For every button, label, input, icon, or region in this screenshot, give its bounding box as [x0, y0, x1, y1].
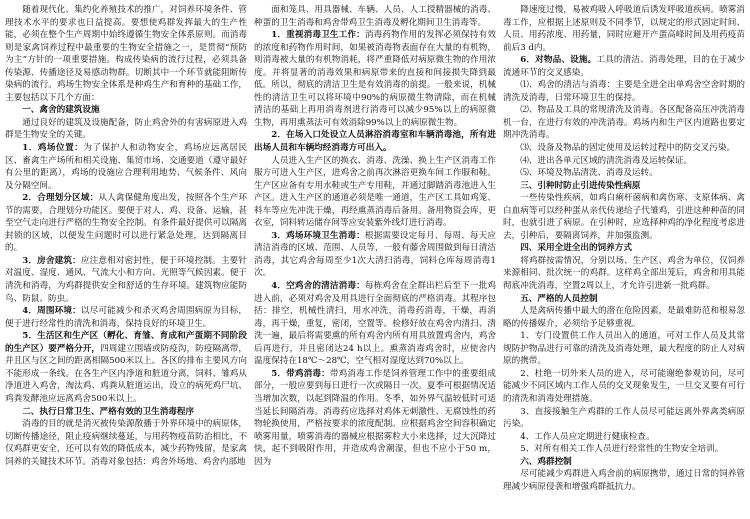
body-paragraph: ⑸、环境及物品清洗、消毒及运转。 [520, 168, 658, 179]
subsection-heading: 4．周围环境： [22, 306, 81, 317]
paragraph-text: 带鸡消毒工作是饲养管理工作中的重要组成部分，一般应要到每日进行一次或隔日一次。夏季可根据情况适当增加次数，以起到降温的作用。冬季，如外界气温较低时可适当延长间隔消毒。消毒药应选择对鸡体无刺激性、无腐蚀性的药物轮换使用，严格按要求的浓度配制。应根据鸡舍空间容积确定喷雾用量，喷雾消毒的器械应根据雾粒大小来选择，过大沉降过快，起不到吸附作用，并造成鸡舍潮湿，但也不应小于50 m，因为 [254, 368, 496, 467]
section-heading: 2．在场入口处设立人员淋浴消毒室和车辆消毒池，所有进出场人员和车辆均经消毒方可出入。 [254, 130, 496, 154]
paragraph-text: 工具的清洁、消毒处理，目的在于减少流通环节的交叉感染。 [503, 55, 745, 78]
body-paragraph: 5、对所有相关工作人员进行经常性的生物安全培训。 [520, 444, 724, 455]
paragraph-text: 消毒药物作用的发挥必须保持有效的浓度和药物作用时间，如果被消毒物表面存在大量的有机物，则消毒被大量的有机物消耗，将严重降低对病原微生物的作用浓度。并将显著的消毒效果和病原带来的直接和间接损失降到最低。所以，彻底的清洁卫生是有效消毒的前提。一般来说，机械性的清洁卫生可以将环境中90%的病原微生物清除，而在机械清洁的基础上再用消毒剂进行消毒可以减少95%以上的病原微生物，再用熏蒸法可有效消除99%以上的病原微生物。 [254, 30, 496, 128]
section-heading: 六、鸡群控制 [520, 456, 572, 467]
body-paragraph: ⑴、鸡舍的清洁与消毒：主要是全进全出单鸡舍空舍时期的清洗及消毒，日常环境卫生的保持。 [503, 80, 745, 103]
body-paragraph: ⑷、进出各单元区域的清洗消毒及运转保证。 [520, 155, 693, 166]
subsection-paragraph [5, 192, 247, 255]
subsection-heading: 3．房舍建筑： [22, 255, 81, 266]
subsection-paragraph [5, 305, 247, 330]
text-column-left [5, 4, 247, 517]
section-heading: 五、严格的人员控制 [520, 293, 598, 304]
body-paragraph: 将鸡群按需情况，分别以场、生产区、鸡舍为单位，仅饲养来源相同、批次统一的鸡群。这样鸡全部出笼后，鸡舍和用具能彻底冲洗消毒，空置2周以上，才允许引进新一批鸡群。 [503, 255, 745, 292]
subsection-paragraph [5, 330, 247, 405]
subsection-heading: 1．重视消毒卫生工作： [271, 30, 365, 41]
paragraph-text: 四周建立围墙或防疫沟，防疫隔离带，并且区与区之间的距离相隔500米以上。各区的排布主要风方向不能形成一条线。在各生产区内净道和脏道分离，饲料、雏鸡从净道进入鸡舍，淘汰鸡、鸡粪从脏道运出，设立的病死鸡尸坑、鸡粪发酵池应远离鸡舍500米以上。 [5, 343, 247, 404]
subsection-heading: 4．空鸡舍的清洁消毒： [271, 281, 365, 292]
paragraph-text: 以尽可能减少和杀灭鸡舍周围病原为目标，便于进行经常性的清洗和消毒，保持良好的环境卫生。 [5, 306, 247, 329]
subsection-heading: 3．鸡场环境卫生消毒： [271, 230, 365, 241]
section-heading: 二、执行日常卫生、严格有效的卫生消毒程序 [22, 406, 195, 417]
subsection-paragraph [254, 368, 496, 468]
paragraph-text: 从人禽保健角度出发，按照各个生产环节的需要，合理划分功能区。要便于对人、鸡、设备、运输，甚至空气走向进行严格的生物安全控制。有条件最好提供可以隔离封锁的区域，以便发生问题时可以进行紧急处理，达到隔离目的。 [5, 193, 247, 254]
paragraph-text: 为了保护人和动物安全，鸡场应远离居民区、畜禽生产场所和相关设施、集贸市场、交通要道（遵守最好有公里的距离），鸡场的设施应合理利用地势、气候条件、风向及分隔空间。 [5, 143, 247, 191]
body-paragraph: 4、工作人员应定期进行健康检查。 [520, 431, 655, 442]
text-column-right [503, 4, 745, 517]
body-paragraph: ⑶、设备及物品的固定使用及运转过程中的防交叉污染。 [520, 143, 736, 154]
body-paragraph: 1、专门设置供工作人员出入的通道，可对工作人员及其常规防护物品进行可靠的清洗及消毒处理，最大程度的防止人对病原的携带。 [503, 331, 745, 367]
paragraph-text: 根据需要设定每月、每周、每天应清洁消毒的区域、范围、人员等，一般有藤舍周围做到每日清洁消毒，其它鸡舍每周至少1次大清扫消毒，饲料仓库每周消毒1次。 [254, 230, 496, 279]
paragraph-text: 每栋鸡舍在全群出栏后至下一批鸡进入前，必须对鸡舍及用具进行全面彻底的严格消毒。其程序包括：排空，机械性清扫，用水冲洗，消毒药消毒，干燥，再消毒，再干燥，重复，密闭，空置等。检修好放在鸡舍内清扫、清洗一遍，最后将需要熏的所有鸡舍内所有用具放置鸡舍内，鸡舍后再进行，并且密闭达24 h以上。熏蒸消毒鸡舍时，应使舍内温度保持在18℃～28℃，空气相对湿度达到70%以上。 [254, 281, 496, 367]
subsection-heading: 1．鸡场位置： [22, 143, 84, 154]
body-paragraph: 面和笼具、用具器械、车辆、人员、人工授精器械的消毒、种蛋的卫生消毒和鸡舍带鸡卫生消毒及孵化期间卫生消毒等。 [254, 5, 496, 28]
subsection-heading: 5．生活区和生产区（孵化、育雏、育成和产蛋期不同阶段的生产区）要严格分开， [5, 331, 247, 354]
subsection-heading: 6．对物品、设施。 [520, 55, 597, 66]
subsection-paragraph [5, 255, 247, 305]
text-column-middle [254, 4, 496, 517]
subsection-paragraph [254, 29, 496, 129]
subsection-heading: 2．合理划分区域： [22, 193, 99, 204]
body-paragraph: 人是禽病传播中最大的潜在危险因素，是最难防范和根易忽略的传播媒介，必须给予足够重视。 [503, 306, 745, 329]
section-heading: 一、禽舍的建筑设施 [22, 105, 100, 116]
body-paragraph: 2、杜绝一切外来人员的进入，尽可能谢绝参观访问，尽可能减少不同区域内工作人员的交叉现象发生，一旦交叉要有可行的清洗和消毒处理措施。 [503, 368, 745, 404]
body-paragraph: 通过良好的建筑及设施配备，防止鸡舍外的有害病原进入鸡群是生物安全的关键。 [5, 117, 247, 141]
body-paragraph: 随着现代化、集约化养殖技术的推广，对饲养环境条件、管理技术水平的要求也日益提高。要想使鸡群发挥最大的生产性能，必须在整个生产周期中始终遵循生物安全体系原则。而消毒则是家禽饲养过程中最重要的生物安全措施之一，是贯彻“预防为主”方针的一项重要措施。构成传染病的流行过程，必须具备传染源、传播途径及易感动物群。切断其中一个环节就能阻断传染病的流行。鸡场生物安全体系是种鸡生产和育种的基础工作，主要包括以下几个方面： [5, 5, 247, 103]
body-paragraph: 人员进入生产区的换衣、消毒、洗澡、换上生产区消毒工作服方可进入生产区，进鸡舍之前再次淋浴更换车间工作服和鞋。生产区应备有专用水鞋或生产专用鞋，并通过脚踏消毒池进入生产区。进入生产区的通道必须是唯一通道，生产区工具如鸡笼、料车等应先冲洗干燥，再经熏蒸消毒后备用。备用物资会库，更衣室，饲料转运储存间等应安装紫外线灯进行消毒。 [254, 155, 496, 229]
body-paragraph: 降速度过慢，易被鸡吸入呼吸道后诱发呼吸道疾病。喷雾消毒工作，应根据上述原则及不同季节，以规定的形式固定时间、人员、用药浓度、用药量，同时应避开产蛋高峰时间及用药疫苗前后3 d内。 [503, 5, 745, 53]
subsection-heading: 5．带鸡消毒： [271, 368, 330, 379]
body-paragraph: 一些传染性疾病，如鸡白痢杆菌病和禽伤寒、支原体病、禽白血病等可以经种蛋从亲代传递给子代雏鸡，引进这种种苗的同时，也就引进了病原。在引种时，应选择种鸡的净化程度考虑进去，引种后，要隔离饲养，并加强监测。 [503, 193, 745, 241]
body-paragraph: ⑵、物品及工具的常规清洗及消毒。各区配备高压冲洗消毒机一台，在进行有效的冲洗消毒。鸡场内和生产区内道路也要定期冲洗消毒。 [503, 105, 745, 141]
subsection-paragraph [503, 54, 745, 79]
paragraph-text: 应注意相对密封性，便于环境控制。主要针对温度、湿度、通风、气流大小和方向、光照等气候因素。便于清洗和消毒，为鸡群提供安全和舒适的生存环境。建筑物应能防鸟、防鼠、防虫。 [5, 255, 247, 304]
section-heading: 三、引种时防止引进传染性病原 [520, 180, 641, 191]
body-paragraph: 消毒的目的就是消灭被传染源散播于外界环境中的病原体，切断传播途径，阻止疫病继续蔓延，与用药物疫苗防治相比，不仅鸡群更安全，还可以有效的降低成本，减少药物残留，是家禽饲养的关键技术环节。消毒对象包括：鸡舍外场地、鸡舍内部地 [5, 419, 247, 467]
section-heading: 四、采用全进全出的饲养方式 [520, 243, 632, 254]
body-paragraph: 尽可能减少鸡群进入鸡舍前的病原携带，通过日常的饲养管理减少病原侵袭和增强鸡群抵抗力。 [503, 469, 745, 492]
body-paragraph: 3、直接接触生产鸡群的工作人员尽可能远离外界禽类病原污染。 [503, 406, 745, 430]
subsection-paragraph [254, 230, 496, 280]
subsection-paragraph [5, 142, 247, 192]
subsection-paragraph [254, 280, 496, 368]
